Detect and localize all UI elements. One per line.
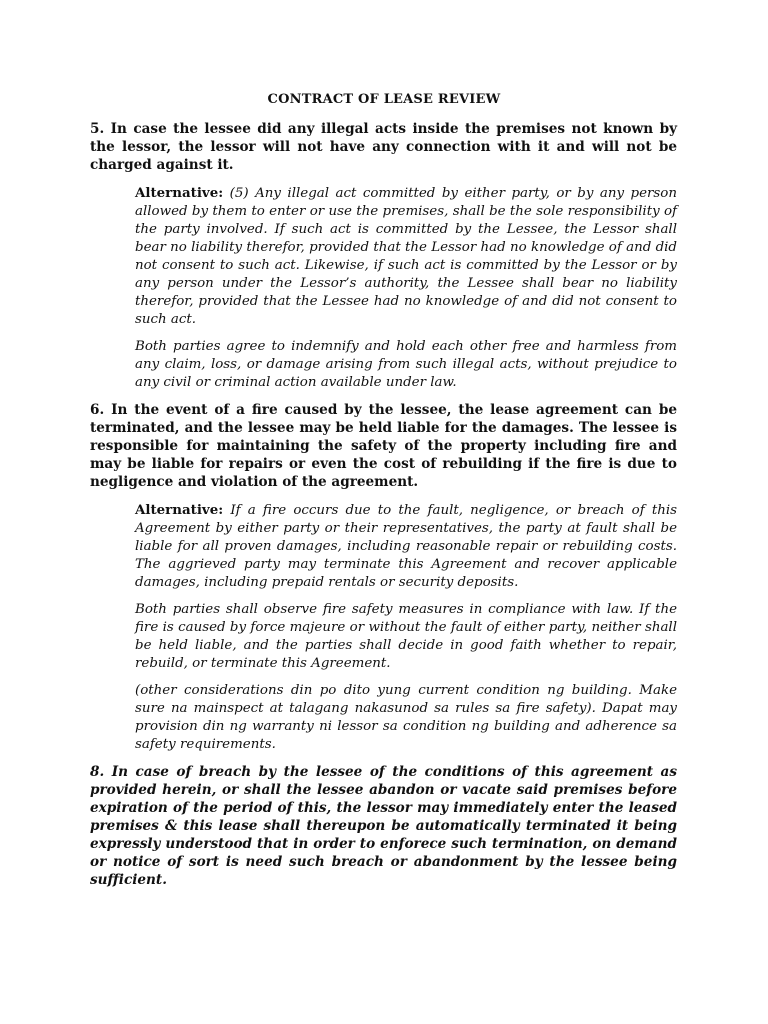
alternative-text: (5) Any illegal act committed by either party, or by any person allowed by them to enter or use the premises, shall be the sole responsibility of the party involved. If such act is committed by the Lessee, the Lessor shall bear no liability therefor, provided that the Lessor had no knowledge of and did not consent to such act. Likewise, if such act is committed by the Lessor or by any person under the Lessor’s authority, the Lessee shall bear no liability therefor, provided that the Lessee had no knowledge of and did not consent to such act.	[135, 186, 677, 327]
clause-5-alternative	[135, 184, 677, 329]
document-body	[90, 120, 677, 899]
alternative-label: Alternative:	[135, 185, 224, 201]
clause-5-alternative-indemnity: Both parties agree to indemnify and hold each other free and harmless from any claim, loss, or damage arising from such illegal acts, without prejudice to any civil or criminal action available under law.	[135, 339, 677, 390]
document-title: CONTRACT OF LEASE REVIEW	[267, 92, 501, 107]
alternative-label: Alternative:	[135, 502, 224, 518]
clause-6-alternative	[135, 501, 677, 592]
clause-6-reviewer-note: (other considerations din po dito yung current condition ng building. Make sure na mainspect at talagang nakasunod sa rules sa fire safety). Dapat may provision din ng warranty ni lessor sa condition ng building and adherence sa safety requirements.	[135, 683, 677, 752]
clause-6-alternative-fire-safety: Both parties shall observe fire safety measures in compliance with law. If the fire is caused by force majeure or without the fault of either party, neither shall be held liable, and the parties shall decide in good faith whether to repair, rebuild, or terminate this Agreement.	[135, 602, 677, 671]
clause-6: 6. In the event of a fire caused by the lessee, the lease agreement can be terminated, and the lessee may be held liable for the damages. The lessee is responsible for maintaining the safety of the property including fire and may be liable for repairs or even the cost of rebuilding if the fire is due to negligence and violation of the agreement.	[90, 402, 677, 490]
alternative-text: If a fire occurs due to the fault, negligence, or breach of this Agreement by either party or their representatives, the party at fault shall be liable for all proven damages, including reasonable repair or rebuilding costs. The aggrieved party may terminate this Agreement and recover applicable damages, including prepaid rentals or security deposits.	[135, 503, 677, 590]
clause-5: 5. In case the lessee did any illegal acts inside the premises not known by the lessor, the lessor will not have any connection with it and will not be charged against it.	[90, 121, 677, 173]
clause-8: 8. In case of breach by the lessee of the conditions of this agreement as provided herein, or shall the lessee abandon or vacate said premises before expiration of the period of this, the lessor may immediately enter the leased premises & this lease shall thereupon be automatically terminated it being expressly understood that in order to enforece such termination, on demand or notice of sort is need such breach or abandonment by the lessee being sufficient.	[90, 764, 677, 888]
